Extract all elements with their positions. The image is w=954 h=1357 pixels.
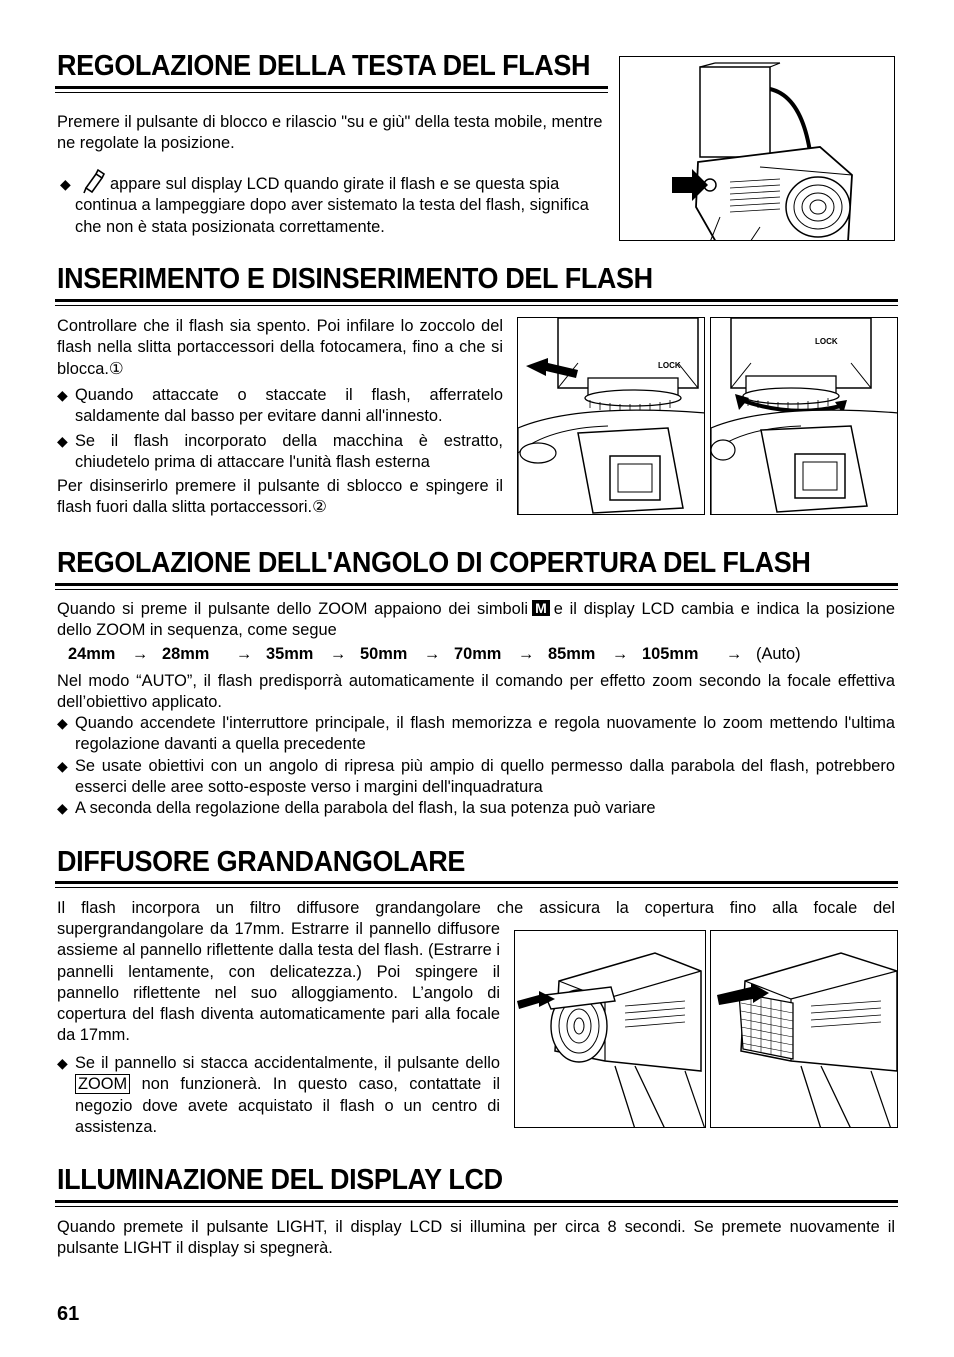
bullet-diamond: ◆ — [57, 758, 68, 774]
lock-label: LOCK — [658, 361, 681, 370]
bullet-item — [75, 174, 595, 238]
section-rule — [55, 299, 898, 306]
paragraph: Quando premete il pulsante LIGHT, il display LCD si illumina per circa 8 secondi. Se premete nuovamente il pulsante LIGHT il display si spegnerà. — [57, 1218, 895, 1258]
paragraph: Nel modo “AUTO”, il flash predisporrà automaticamente il comando per effetto zoom secondo la focale effettiva dell’obiettivo applicato. — [57, 672, 895, 712]
arrow-icon: → — [612, 645, 629, 663]
paragraph-text: Quando si preme il pulsante dello ZOOM appaiono dei simboli — [57, 600, 529, 618]
bullet-item — [57, 431, 503, 474]
figure-diffuser-insert — [710, 930, 898, 1128]
figure-flash-mount-insert — [517, 317, 705, 515]
bullet-item — [57, 385, 503, 428]
bullet-diamond: ◆ — [57, 715, 68, 731]
paragraph: Premere il pulsante di blocco e rilascio "su e giù" della testa mobile, mentre ne regolate la posizione. — [57, 113, 603, 153]
paragraph — [57, 599, 895, 642]
page-number: 61 — [57, 1303, 80, 1325]
arrow-icon: → — [132, 645, 149, 663]
section-rule — [55, 881, 898, 888]
paragraph-text: e il display LCD cambia e indica la posizione dello ZOOM in sequenza, come segue — [57, 600, 895, 640]
zoom-step: 28mm — [162, 645, 210, 663]
section-title-lcd-light: ILLUMINAZIONE DEL DISPLAY LCD — [57, 1164, 503, 1196]
paragraph: Controllare che il flash sia spento. Poi infilare lo zoccolo del flash nella slitta portaccessori della fotocamera, fino a che si blocca.① — [57, 317, 503, 378]
zoom-sequence — [68, 645, 828, 667]
figure-flash-mount-lock — [710, 317, 898, 515]
arrow-icon: → — [518, 645, 535, 663]
paragraph: Per disinserirlo premere il pulsante di sblocco e spingere il flash fuori dalla slitta portaccessori.② — [57, 477, 503, 517]
arrow-icon: → — [726, 645, 743, 663]
zoom-step: 35mm — [266, 645, 314, 663]
bullet-text: Quando attaccate o staccate il flash, afferratelo saldamente dal basso per evitare danni all'innesto. — [75, 386, 503, 426]
paragraph: supergrandangolare da 17mm. Estrarre il pannello diffusore assieme al pannello riflettente dalla testa del flash. (Estrarre i pannelli lentamente, con delicatezza.) Poi spingere il pannello riflettente nel suo alloggiamento. L’angolo di copertura del flash diventa automaticamente pari alla focale da 17mm. — [57, 920, 500, 1045]
figure-flash-head-tilt — [619, 56, 895, 241]
section-rule — [55, 1200, 898, 1207]
section-title-mounting: INSERIMENTO E DISINSERIMENTO DEL FLASH — [57, 263, 653, 295]
bullet-diamond: ◆ — [57, 1055, 68, 1071]
zoom-step: 50mm — [360, 645, 408, 663]
bullet-item — [57, 1053, 500, 1138]
paragraph — [57, 898, 895, 919]
paragraph-text: Il flash incorpora un filtro diffusore grandangolare che assicura la copertura fino alla focale del — [57, 899, 895, 917]
bullet-text: Quando accendete l'interruttore principale, il flash memorizza e regola nuovamente lo zoom mettendo l'ultima regolazione davanti a quella precedente — [75, 714, 895, 754]
zoom-step: 85mm — [548, 645, 596, 663]
bullet-diamond: ◆ — [60, 176, 71, 192]
arrow-icon: → — [330, 645, 347, 663]
bullet-text: Se il pannello si stacca accidentalmente, il pulsante dello — [75, 1054, 500, 1072]
zoom-step: 70mm — [454, 645, 502, 663]
bullet-text: non funzionerà. In questo caso, contattate il negozio dove avete acquistato il flash o un centro di assistenza. — [75, 1075, 500, 1136]
zoom-step-auto: (Auto) — [756, 645, 801, 663]
figure-diffuser-extract — [514, 930, 706, 1128]
bullet-item — [57, 713, 895, 756]
section-title-wide-diffuser: DIFFUSORE GRANDANGOLARE — [57, 846, 465, 878]
manual-mode-symbol: M — [532, 600, 550, 616]
bullet-diamond: ◆ — [57, 433, 68, 449]
bullet-item — [57, 756, 895, 799]
zoom-step: 105mm — [642, 645, 699, 663]
bullet-item — [57, 798, 895, 819]
bullet-diamond: ◆ — [57, 800, 68, 816]
bullet-text: Se usate obiettivi con un angolo di ripresa più ampio di quello permesso dalla parabola del flash, potrebbero esserci delle aree sotto-esposte verso i margini dell'inquadratura — [75, 757, 895, 797]
zoom-step: 24mm — [68, 645, 116, 663]
arrow-icon: → — [236, 645, 253, 663]
bullet-text: appare sul display LCD quando girate il flash e se questa spia continua a lampeggiare dopo aver sistemato la testa del flash, significa che non è stata posizionata correttamente. — [75, 175, 589, 236]
bullet-text: Se il flash incorporato della macchina è estratto, chiudetelo prima di attaccare l'unità flash esterna — [75, 432, 503, 472]
section-rule — [55, 86, 608, 93]
lock-label: LOCK — [815, 337, 838, 346]
bullet-text: A seconda della regolazione della parabola del flash, la sua potenza può variare — [75, 799, 656, 817]
section-rule — [55, 583, 898, 590]
bullet-diamond: ◆ — [57, 387, 68, 403]
section-title-coverage-angle: REGOLAZIONE DELL'ANGOLO DI COPERTURA DEL FLASH — [57, 547, 811, 579]
section-title-flash-head: REGOLAZIONE DELLA TESTA DEL FLASH — [57, 50, 591, 82]
arrow-icon: → — [424, 645, 441, 663]
zoom-button-label: ZOOM — [75, 1074, 130, 1094]
